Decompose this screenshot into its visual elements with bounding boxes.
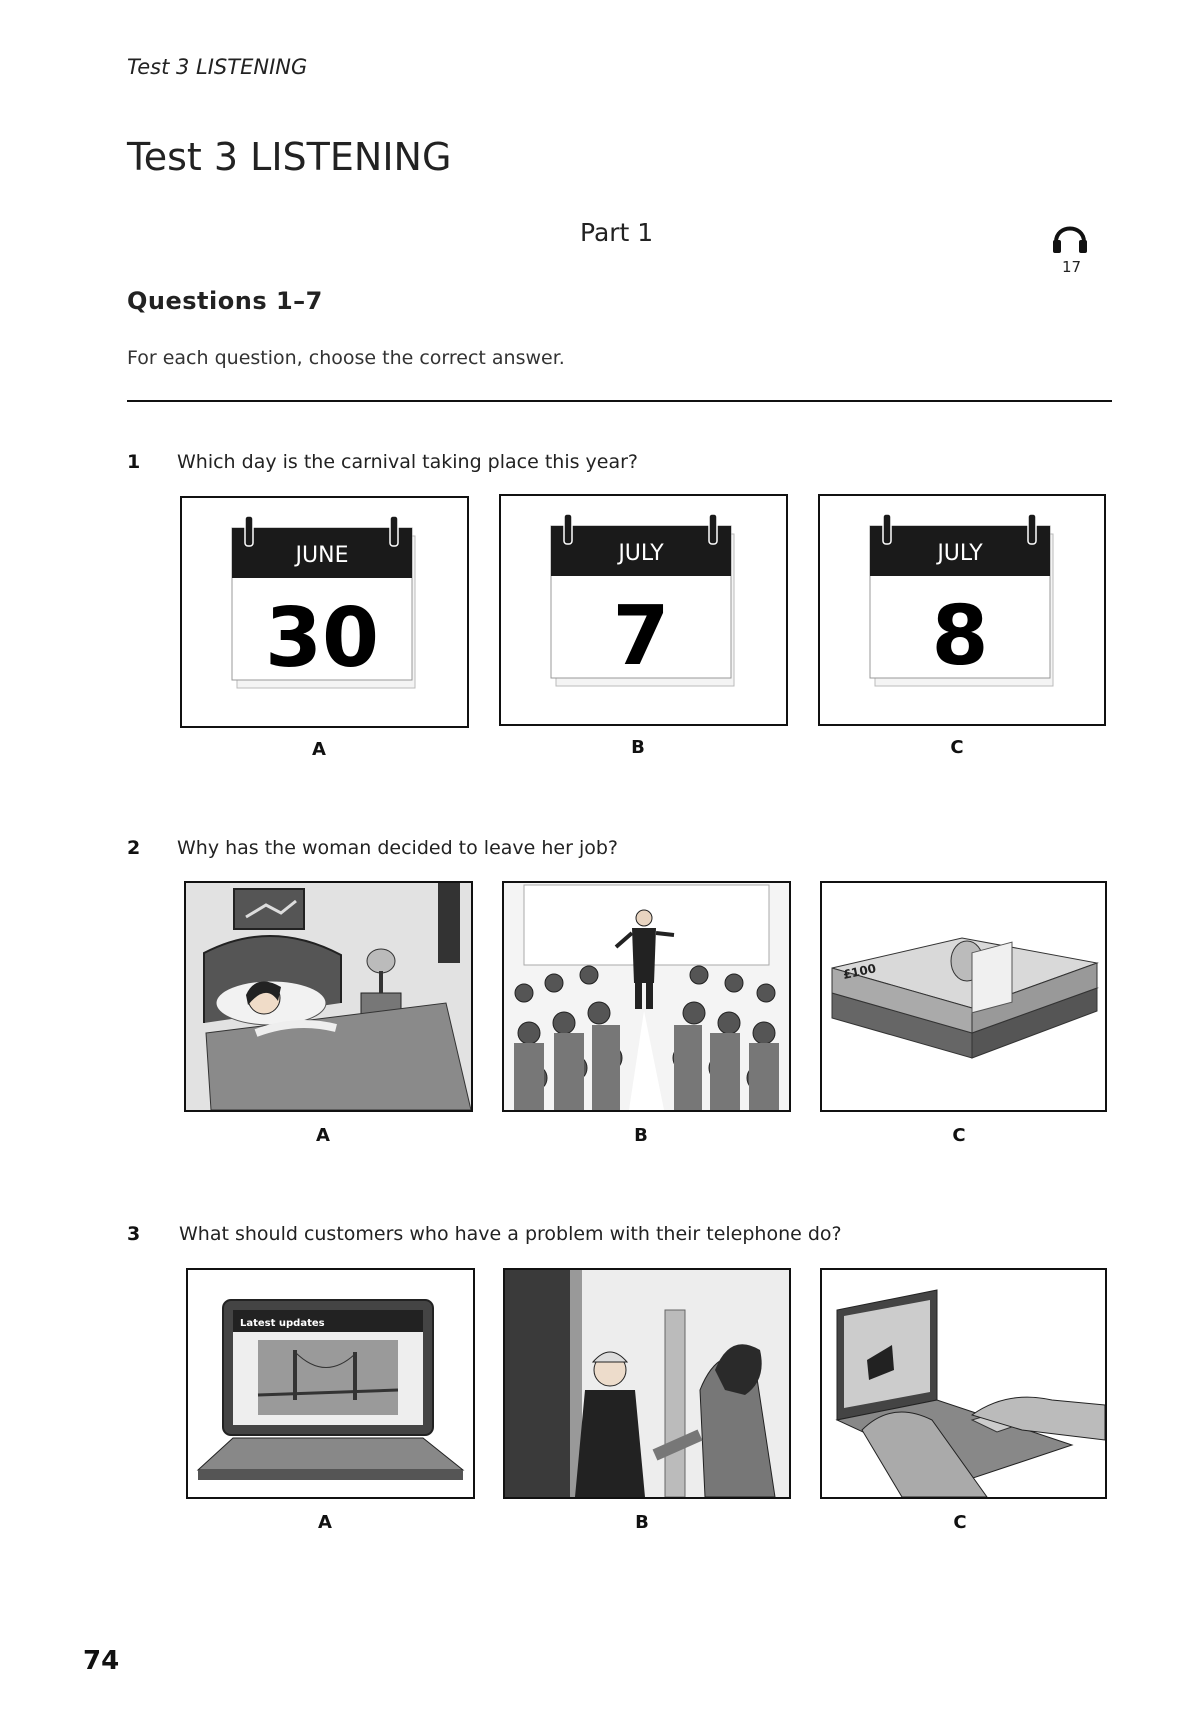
calendar-icon [501,496,786,724]
option-image-2c[interactable] [820,881,1107,1112]
page-title: Test 3 LISTENING [127,135,452,179]
running-head: Test 3 LISTENING [127,55,308,79]
engineer-at-door-illustration [505,1270,789,1497]
calendar-day: 30 [264,591,380,686]
option-label: A [318,1512,332,1533]
instruction-text: For each question, choose the correct answer. [127,347,565,369]
option-label: B [634,1125,648,1146]
calendar-month: JULY [937,541,983,566]
option-label: B [635,1512,649,1533]
divider [127,400,1112,402]
question-number: 3 [127,1223,141,1245]
option-label: C [952,1125,966,1146]
option-image-3a[interactable] [186,1268,475,1499]
option-image-2b[interactable] [502,881,791,1112]
question-text: Why has the woman decided to leave her job? [177,837,619,859]
question-text: What should customers who have a problem with their telephone do? [179,1223,842,1245]
question-number: 1 [127,451,141,473]
woman-in-bed-illustration [186,883,471,1110]
option-label: C [953,1512,967,1533]
page-number: 74 [83,1646,120,1676]
option-label: B [631,737,645,758]
headphones-icon[interactable] [1050,216,1090,258]
calendar-icon [820,496,1104,724]
part-title: Part 1 [580,218,654,247]
option-image-3b[interactable] [503,1268,791,1499]
calendar-day: 7 [612,589,670,684]
banknote-value: £100 [841,961,878,982]
option-image-1a[interactable] [180,496,469,728]
question-number: 2 [127,837,141,859]
banknotes-illustration [822,883,1105,1110]
website-heading: Latest updates [240,1318,325,1329]
hands-on-laptop-illustration [822,1270,1105,1497]
calendar-month: JULY [618,541,664,566]
question-text: Which day is the carnival taking place this year? [177,451,639,473]
questions-range: Questions 1–7 [127,287,323,315]
option-image-2a[interactable] [184,881,473,1112]
audio-track-number: 17 [1062,258,1082,276]
option-image-1b[interactable] [499,494,788,726]
option-label: A [312,739,326,760]
option-label: A [316,1125,330,1146]
presentation-audience-illustration [504,883,789,1110]
laptop-website-illustration [188,1270,473,1497]
calendar-icon [182,498,467,726]
option-image-3c[interactable] [820,1268,1107,1499]
option-image-1c[interactable] [818,494,1106,726]
option-label: C [950,737,964,758]
calendar-month: JUNE [295,543,349,568]
calendar-day: 8 [931,589,989,684]
